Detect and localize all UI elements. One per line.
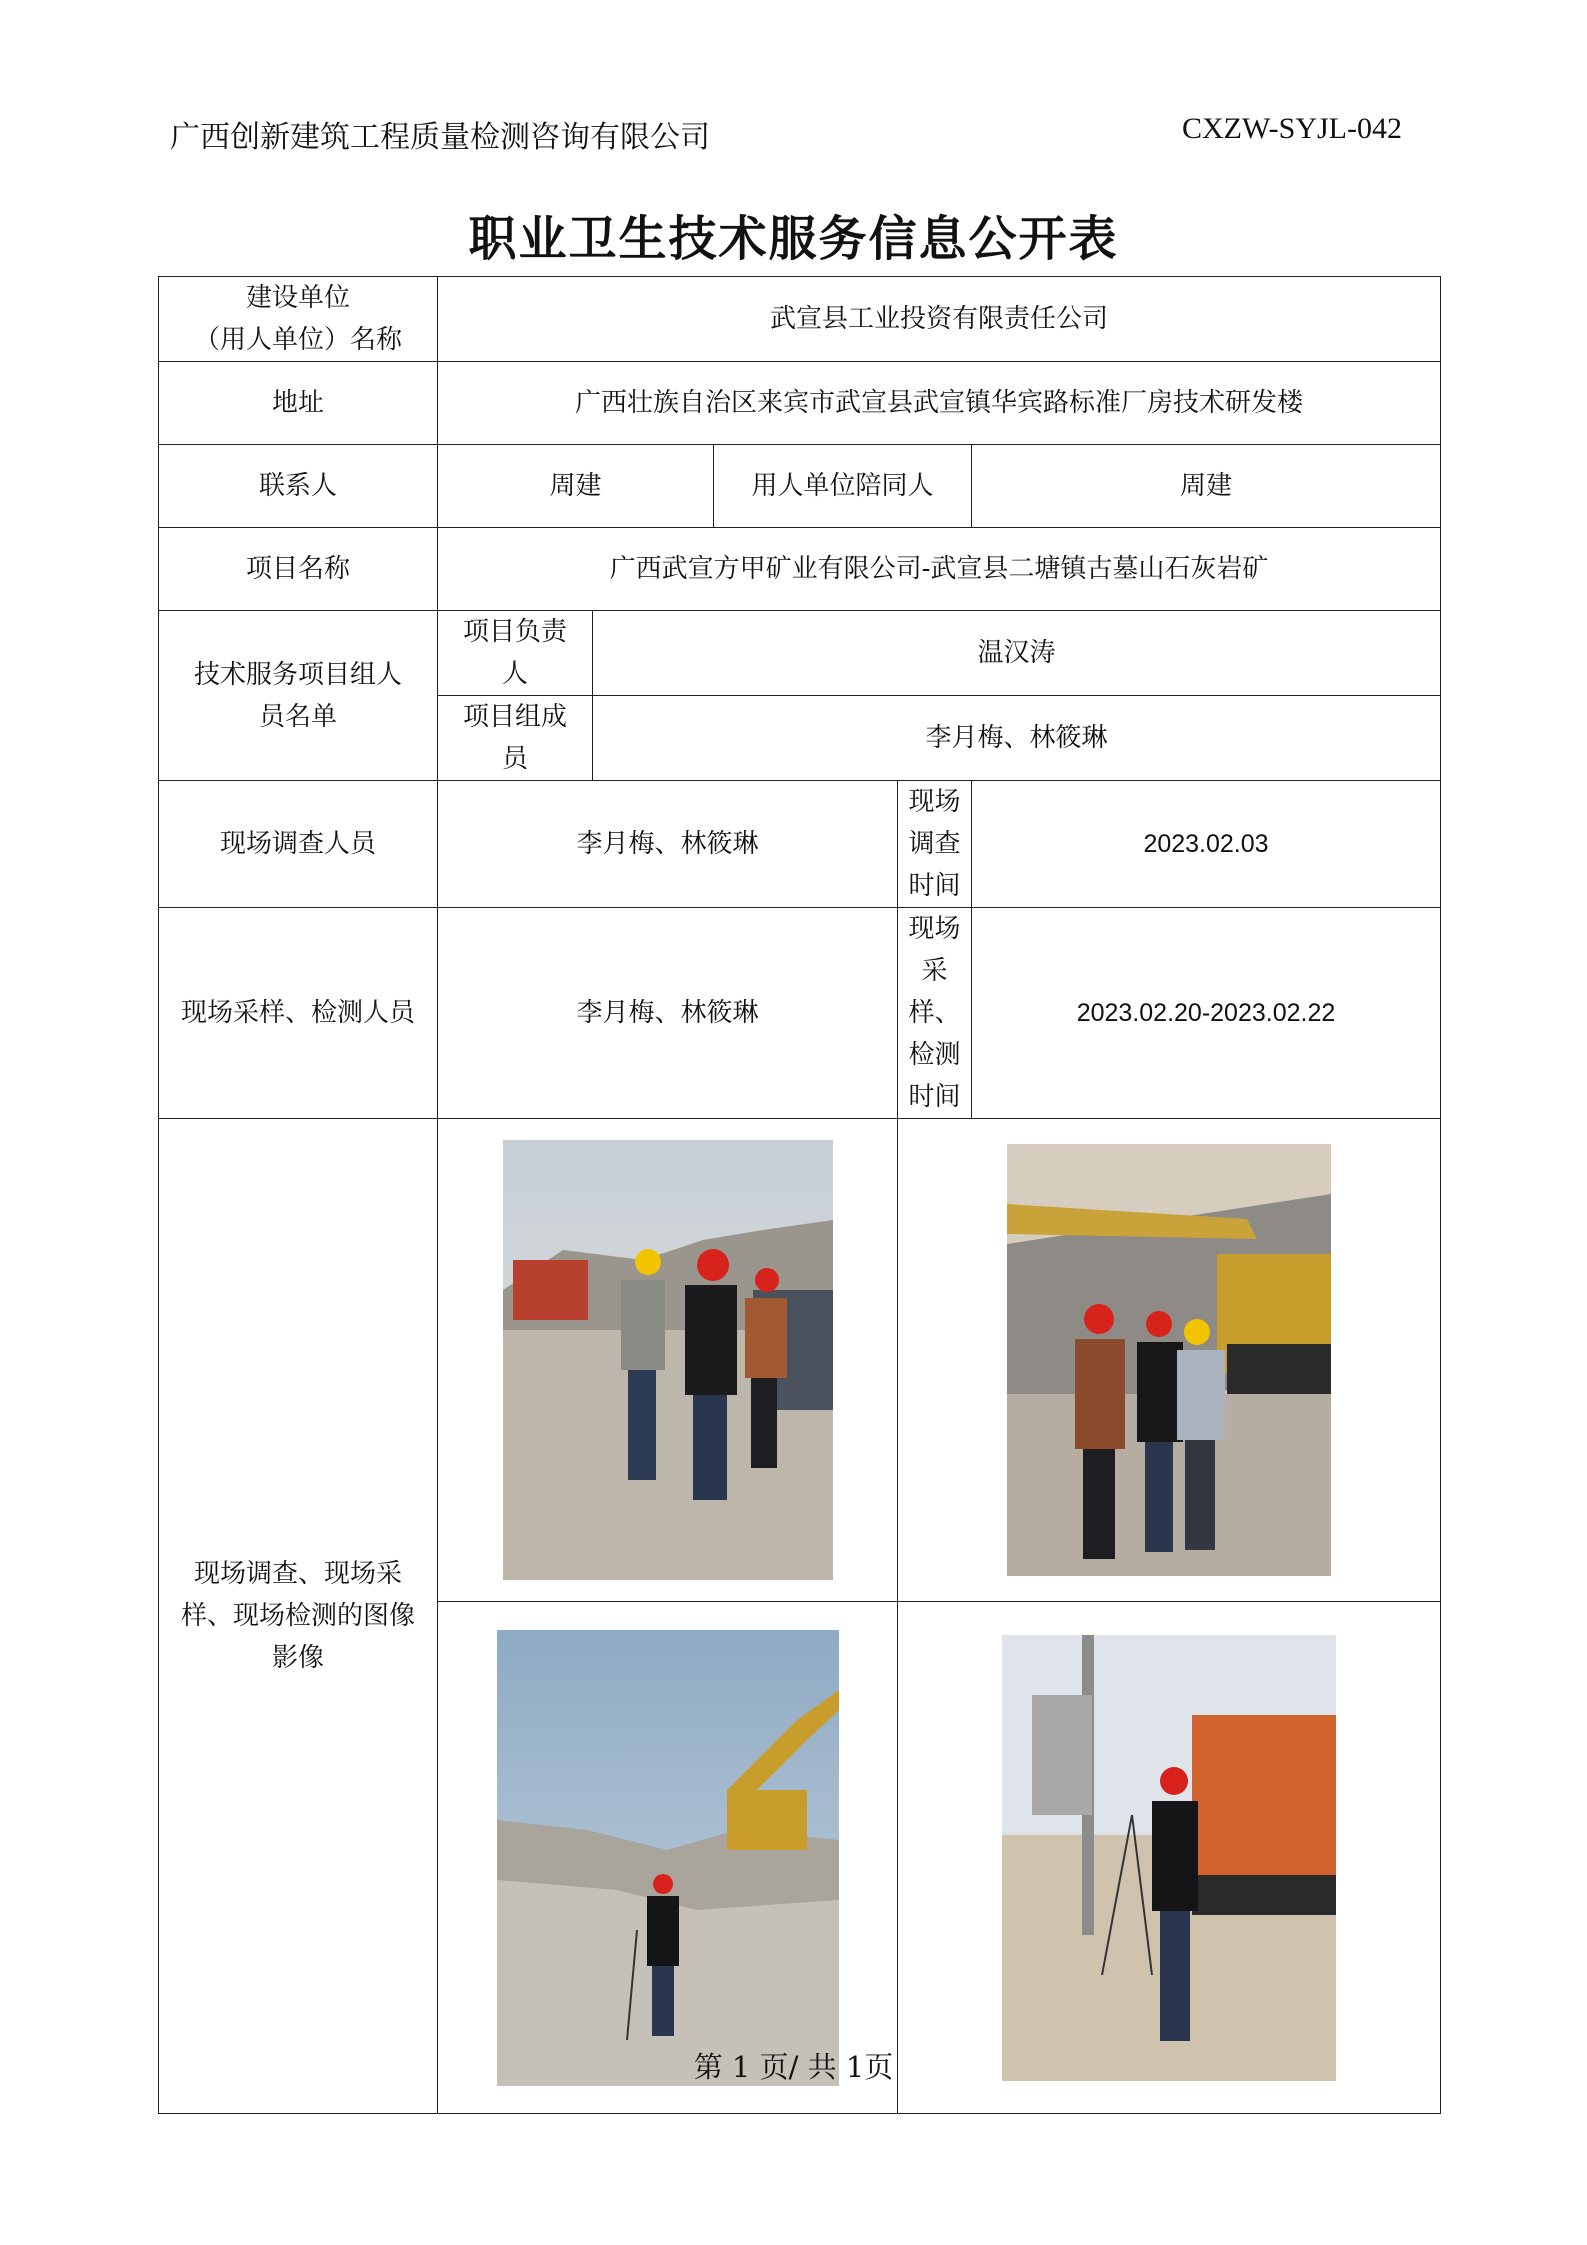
site-photo-2: [1007, 1144, 1331, 1576]
leader-value: 温汉涛: [593, 611, 1441, 696]
table-row: [159, 528, 1441, 611]
sampling-time-value: 2023.02.20-2023.02.22: [972, 908, 1441, 1119]
photo-cell-3: [438, 1602, 898, 2114]
company-name: 广西创新建筑工程质量检测咨询有限公司: [170, 120, 710, 155]
table-row: [159, 1119, 1441, 1602]
leader-label: 项目负责人: [438, 611, 593, 696]
photo-cell-1: [438, 1119, 898, 1602]
sampling-time-label: 现场采样、检测时间: [898, 908, 972, 1119]
sampling-staff-label: 现场采样、检测人员: [159, 908, 438, 1119]
address-label: 地址: [159, 362, 438, 445]
project-label: 项目名称: [159, 528, 438, 611]
escort-value: 周建: [972, 445, 1441, 528]
table-row: [159, 908, 1441, 1119]
page-footer: 第 1 页/ 共 1页: [693, 2050, 894, 2084]
photo-cell-2: [898, 1119, 1441, 1602]
site-photo-4: [1002, 1635, 1336, 2081]
table-row: [159, 611, 1441, 696]
escort-label: 用人单位陪同人: [714, 445, 972, 528]
members-value: 李月梅、林筱琳: [593, 696, 1441, 781]
site-photo-3: [497, 1630, 839, 2086]
survey-time-value: 2023.02.03: [972, 781, 1441, 908]
table-row: [159, 362, 1441, 445]
table-row: [159, 277, 1441, 362]
images-label: 现场调查、现场采样、现场检测的图像影像: [159, 1119, 438, 2114]
sampling-staff-value: 李月梅、林筱琳: [438, 908, 898, 1119]
unit-label: 建设单位 （用人单位）名称: [159, 277, 438, 362]
unit-value: 武宣县工业投资有限责任公司: [438, 277, 1441, 362]
photo-cell-4: [898, 1602, 1441, 2114]
page-title: 职业卫生技术服务信息公开表: [468, 211, 1119, 267]
contact-value: 周建: [438, 445, 714, 528]
table-row: [159, 445, 1441, 528]
info-table: [158, 276, 1441, 2114]
survey-staff-value: 李月梅、林筱琳: [438, 781, 898, 908]
document-code: CXZW-SYJL-042: [1182, 112, 1402, 145]
table-row: [159, 781, 1441, 908]
team-label: 技术服务项目组人员名单: [159, 611, 438, 781]
members-label: 项目组成员: [438, 696, 593, 781]
site-photo-1: [503, 1140, 833, 1580]
contact-label: 联系人: [159, 445, 438, 528]
survey-time-label: 现场调查时间: [898, 781, 972, 908]
survey-staff-label: 现场调查人员: [159, 781, 438, 908]
address-value: 广西壮族自治区来宾市武宣县武宣镇华宾路标准厂房技术研发楼: [438, 362, 1441, 445]
project-value: 广西武宣方甲矿业有限公司-武宣县二塘镇古墓山石灰岩矿: [438, 528, 1441, 611]
